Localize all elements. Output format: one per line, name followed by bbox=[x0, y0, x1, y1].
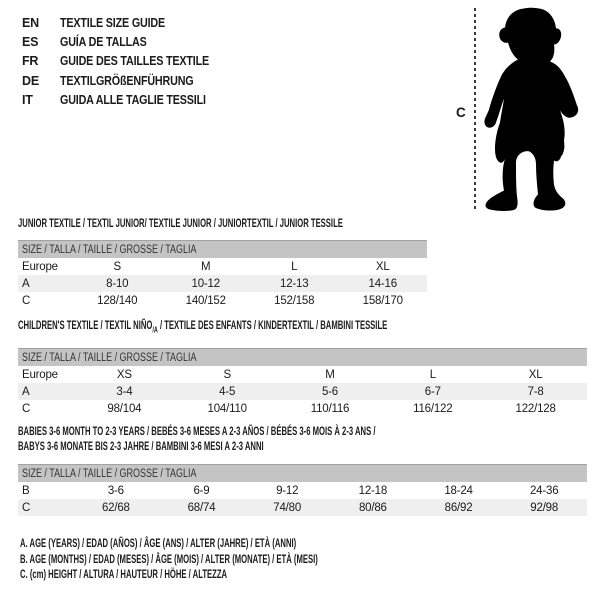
language-code: IT bbox=[22, 93, 33, 108]
size-cell: 8-10 bbox=[106, 277, 129, 290]
language-row-es bbox=[22, 32, 233, 51]
table-title-text bbox=[18, 318, 387, 337]
table-title-segment: JUNIOR TEXTILE / TEXTIL JUNIOR/ TEXTILE JUNIOR / JUNIORTEXTIL / JUNIOR TESSILE bbox=[18, 216, 343, 230]
legend-text: C. (cm) HEIGHT / ALTURA / HAUTEUR / HÖHE / ALTEZZA bbox=[20, 567, 228, 582]
table-row-europe bbox=[18, 258, 427, 275]
size-cell: 3-4 bbox=[116, 385, 133, 398]
table-title-line bbox=[18, 216, 427, 231]
row-label-cell: Europe bbox=[22, 368, 58, 381]
size-cell: 14-16 bbox=[368, 277, 397, 290]
row-label-cell: C bbox=[22, 294, 31, 307]
size-grid bbox=[18, 240, 427, 309]
language-code: FR bbox=[22, 54, 39, 69]
size-cell: 68/74 bbox=[187, 501, 216, 514]
table-row-c bbox=[18, 292, 427, 309]
table-row-europe bbox=[18, 366, 587, 383]
language-code: EN bbox=[22, 15, 39, 30]
size-header-label: SIZE / TALLA / TAILLE / GRÖSSE / TAGLIA bbox=[22, 467, 197, 480]
size-cell: L bbox=[291, 260, 298, 273]
table-row-c bbox=[18, 400, 587, 417]
size-cell: 74/80 bbox=[273, 501, 302, 514]
height-measure-label: C bbox=[456, 105, 466, 120]
size-cell: 104/110 bbox=[207, 402, 247, 415]
size-cell: 80/86 bbox=[358, 501, 387, 514]
row-label-cell: C bbox=[22, 402, 31, 415]
table-title-text bbox=[18, 439, 264, 454]
size-table-junior bbox=[18, 216, 427, 309]
language-code: ES bbox=[22, 35, 39, 50]
row-label-cell: A bbox=[22, 277, 30, 290]
language-title: TEXTILE SIZE GUIDE bbox=[60, 15, 166, 30]
size-cell: 140/152 bbox=[185, 294, 226, 307]
size-cell: 18-24 bbox=[444, 484, 473, 497]
size-cell: XL bbox=[528, 368, 543, 381]
size-header-row bbox=[18, 240, 427, 258]
size-cell: 5-6 bbox=[321, 385, 338, 398]
size-header-label: SIZE / TALLA / TAILLE / GRÖSSE / TAGLIA bbox=[22, 243, 197, 256]
table-row-a bbox=[18, 275, 427, 292]
table-title-text bbox=[18, 424, 375, 439]
table-row-a bbox=[18, 383, 587, 400]
table-title-segment: CHILDREN'S TEXTILE / TEXTIL NIÑO bbox=[18, 318, 153, 332]
language-title: TEXTILGRÖßENFÜHRUNG bbox=[60, 73, 194, 88]
language-row-fr bbox=[22, 52, 233, 71]
row-label-cell: C bbox=[22, 501, 31, 514]
size-table-babies bbox=[18, 424, 587, 516]
size-cell: XL bbox=[375, 260, 390, 273]
size-cell: 4-5 bbox=[219, 385, 236, 398]
table-title-segment: BABYS 3-6 MONATE BIS 2-3 JAHRE / BAMBINI 3-6 MESI A 2-3 ANNI bbox=[18, 439, 264, 453]
size-grid bbox=[18, 464, 587, 516]
size-cell: 6-9 bbox=[193, 484, 210, 497]
size-header-row bbox=[18, 348, 587, 366]
size-cell: L bbox=[429, 368, 436, 381]
size-cell: M bbox=[325, 368, 335, 381]
size-cell: 12-13 bbox=[280, 277, 309, 290]
size-cell: 24-36 bbox=[529, 484, 559, 497]
size-cell: 7-8 bbox=[527, 385, 544, 398]
row-label-cell: B bbox=[22, 484, 30, 497]
size-cell: 12-18 bbox=[358, 484, 388, 497]
legend-text: B. AGE (MONTHS) / EDAD (MESES) / ÂGE (MOIS) / ALTER (MONATE) / ETÀ (MESI) bbox=[20, 551, 318, 566]
table-title-segment: /A bbox=[152, 324, 158, 335]
size-cell: 9-12 bbox=[276, 484, 299, 497]
table-title-line bbox=[18, 439, 587, 454]
table-title-line bbox=[18, 318, 587, 333]
legend-line-b bbox=[20, 552, 485, 568]
language-title: GUIDE DES TAILLES TEXTILE bbox=[60, 54, 210, 69]
legend-text: A. AGE (YEARS) / EDAD (AÑOS) / ÂGE (ANS) / ALTER (JAHRE) / ETÀ (ANNI) bbox=[20, 536, 297, 550]
size-cell: 10-12 bbox=[191, 277, 220, 290]
table-title-segment: / TEXTILE DES ENFANTS / KINDERTEXTIL / BAMBINI TESSILE bbox=[157, 318, 388, 332]
size-cell: S bbox=[223, 368, 231, 381]
legend bbox=[20, 536, 485, 583]
size-cell: 152/158 bbox=[274, 294, 315, 307]
size-header-label: SIZE / TALLA / TAILLE / GRÖSSE / TAGLIA bbox=[22, 351, 197, 364]
table-title-line bbox=[18, 424, 587, 439]
size-cell: S bbox=[113, 260, 121, 273]
size-cell: 3-6 bbox=[107, 484, 124, 497]
size-cell: 98/104 bbox=[107, 402, 142, 415]
size-cell: 158/170 bbox=[362, 294, 403, 307]
row-label-cell: Europe bbox=[22, 260, 58, 273]
size-header-row bbox=[18, 464, 587, 482]
language-row-en bbox=[22, 13, 233, 32]
size-cell: 62/68 bbox=[101, 501, 130, 514]
language-list bbox=[22, 13, 233, 110]
size-cell: 92/98 bbox=[530, 501, 559, 514]
size-cell: 86/92 bbox=[444, 501, 473, 514]
size-cell: M bbox=[201, 260, 211, 273]
size-grid bbox=[18, 348, 587, 417]
table-title-segment: BABIES 3-6 MONTH TO 2-3 YEARS / BEBÉS 3-6 MESES A 2-3 AÑOS / BÉBÉS 3-6 MOIS À 2-3 ANS / bbox=[18, 424, 376, 438]
table-title-text bbox=[18, 216, 343, 231]
size-cell: XS bbox=[116, 368, 132, 381]
table-row-c bbox=[18, 499, 587, 516]
size-cell: 6-7 bbox=[424, 385, 441, 398]
size-cell: 122/128 bbox=[515, 402, 556, 415]
language-row-it bbox=[22, 91, 233, 110]
language-title: GUIDA ALLE TAGLIE TESSILI bbox=[60, 93, 206, 108]
legend-line-c bbox=[20, 567, 485, 583]
language-title: GUÍA DE TALLAS bbox=[60, 35, 147, 50]
toddler-silhouette-icon bbox=[480, 6, 588, 212]
legend-line-a bbox=[20, 536, 485, 552]
size-cell: 110/116 bbox=[310, 402, 350, 415]
size-cell: 128/140 bbox=[97, 294, 138, 307]
table-row-b bbox=[18, 482, 587, 499]
height-dashed-line bbox=[474, 8, 476, 209]
language-code: DE bbox=[22, 73, 39, 88]
size-cell: 116/122 bbox=[413, 402, 453, 415]
language-row-de bbox=[22, 71, 233, 90]
row-label-cell: A bbox=[22, 385, 30, 398]
size-table-children bbox=[18, 318, 587, 417]
